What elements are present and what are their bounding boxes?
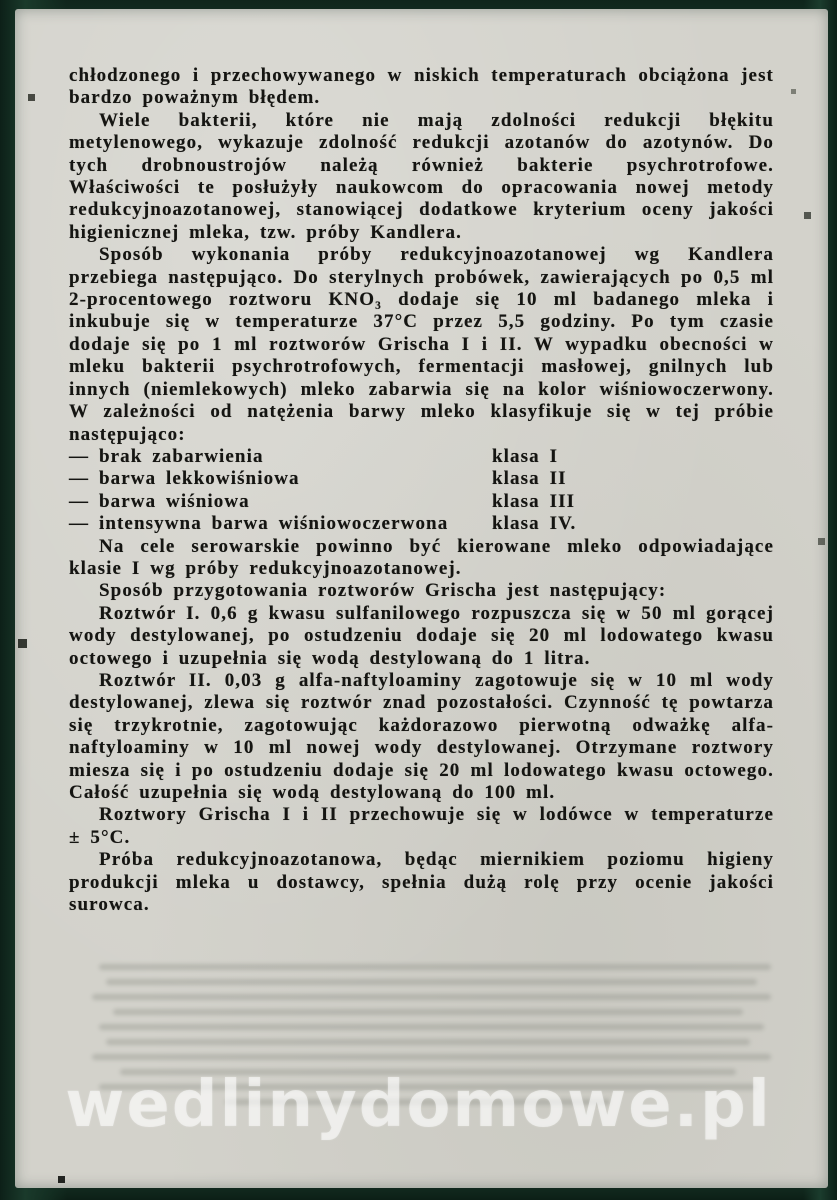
scan-noise [0, 0, 3, 3]
classification-item [69, 468, 774, 490]
paragraph: Roztwór I. 0,6 g kwasu sulfanilowego rozpuszcza się w 50 ml gorącej wody destylowanej, po ostudzeniu dodaje się 20 ml lodowatego kwasu octowego i uzupełnia się wodą destylowaną do 1 litra. [69, 602, 774, 669]
text-block [69, 65, 774, 916]
paragraph: Roztwór II. 0,03 g alfa-naftyloaminy zagotowuje się w 10 ml wody destylowanej, zlewa się roztwór znad pozostałości. Czynność tę powtarza się trzykrotnie, zagotowując każdorazowo pierwotną odważkę alfa-naftyloaminy w 10 ml nowej wody destylowanej. Otrzymane roztwory miesza się i po ostudzeniu dodaje się 20 ml lodowatego kwasu octowego. Całość uzupełnia się wodą destylowaną do 100 ml. [69, 669, 774, 803]
classification-item [69, 513, 774, 535]
classification-class: klasa IV. [492, 513, 577, 535]
document-page [15, 9, 828, 1188]
paragraph: Sposób wykonania próby redukcyjnoazotanowej wg Kandlera przebiega następująco. Do sterylnych probówek, zawierających po 0,5 ml 2-procentowego roztworu KNO₃ dodaje się 10 ml badanego mleka i inkubuje się w temperaturze 37°C przez 5,5 godziny. Po tym czasie dodaje się po 1 ml roztworów Grischa I i II. W wypadku obecności w mleku bakterii psychrotrofowych, fermentacji masłowej, gnilnych lub innych (niemlekowych) mleko zabarwia się na kolor wiśniowoczerwony. W zależności od natężenia barwy mleko klasyfikuje się w tej próbie następująco: [69, 244, 774, 445]
paragraph: Sposób przygotowania roztworów Grischa jest następujący: [99, 580, 667, 602]
classification-label: — brak zabarwienia [69, 445, 264, 467]
classification-item [69, 446, 774, 468]
classification-class: klasa II [492, 468, 567, 490]
classification-label: — intensywna barwa wiśniowoczerwona [69, 513, 449, 535]
paragraph: Roztwory Grischa I i II przechowuje się w lodówce w temperaturze ± 5°C. [69, 804, 774, 848]
classification-label: — barwa wiśniowa [69, 490, 250, 512]
paragraph: Na cele serowarskie powinno być kierowane mleko odpowiadające klasie I wg próby redukcyjnoazotanowej. [69, 535, 774, 579]
classification-class: klasa I [492, 445, 559, 467]
paragraph: Próba redukcyjnoazotanowa, będąc miernikiem poziomu higieny produkcji mleka u dostawcy, spełnia dużą rolę przy ocenie jakości surowca. [69, 849, 774, 916]
paragraph: Wiele bakterii, które nie mają zdolności redukcji błękitu metylenowego, wykazuje zdolność redukcji azotanów do azotynów. Do tych drobnoustrojów należą również bakterie psychrotrofowe. Właściwości te posłużyły naukowcom do opracowania nowej metody redukcyjnoazotanowej, stanowiącej dodatkowe kryterium oceny jakości higienicznej mleka, tzw. próby Kandlera. [69, 109, 774, 243]
classification-label: — barwa lekkowiśniowa [69, 468, 300, 490]
classification-class: klasa III [492, 490, 576, 512]
classification-item [69, 491, 774, 513]
paragraph: chłodzonego i przechowywanego w niskich temperaturach obciążona jest bardzo poważnym błędem. [69, 65, 774, 109]
watermark: wedlinydomowe.pl [65, 1068, 772, 1142]
